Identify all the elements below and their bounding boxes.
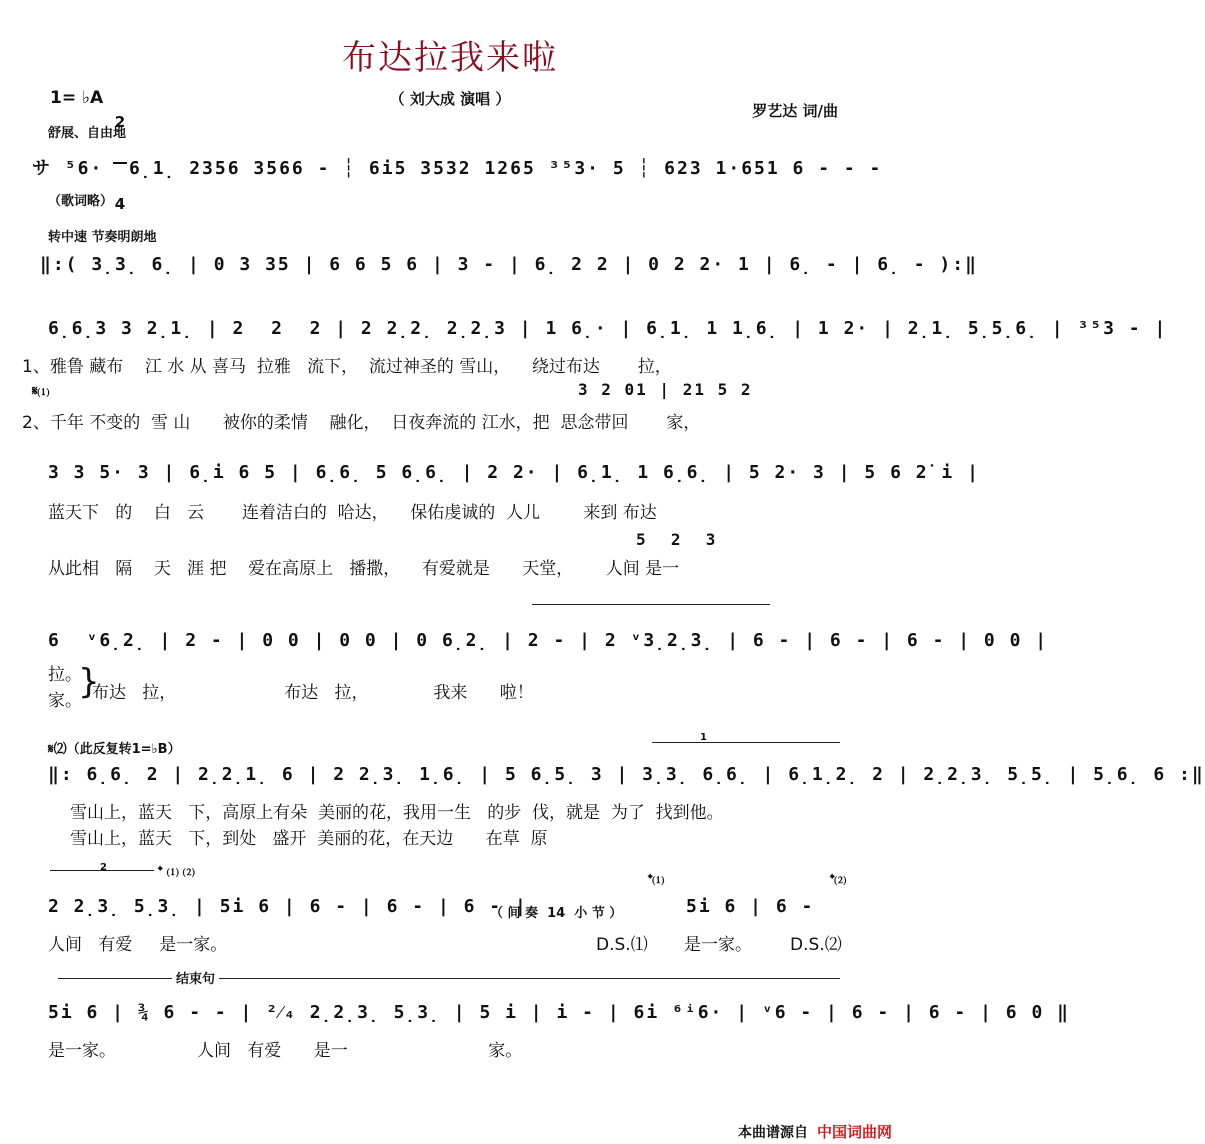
lyric-verse2-line2: 从此相 隔 天 涯 把 爱在高原上 播撒， 有爱就是 天堂， 人间 是一 [48, 559, 680, 579]
score-row-7-coda: 5i 6 | 6 - [686, 896, 815, 917]
coda-1: 𝄌⑴ [648, 872, 664, 887]
key-signature: 1= ♭A [50, 88, 104, 108]
composer-credit: 罗艺达 词/曲 [752, 102, 838, 120]
segno-2: 𝄋⑵（此反复转1=♭B） [48, 742, 181, 757]
ds-1: D.S.⑴ [596, 935, 648, 955]
lyric-verse3-line4: 是一家。 [684, 935, 752, 955]
volta-2-label: 2 [100, 862, 107, 873]
time-signature-top: 2 [114, 113, 126, 131]
brace-symbol: } [78, 662, 100, 702]
volta-1-label: 1 [700, 732, 707, 743]
lyric-verse3-line3: 人间 有爱 是一家。 [48, 935, 228, 955]
score-row-4-variant: 5 2 3 [636, 530, 718, 549]
source-label: 本曲谱源自 [738, 1125, 808, 1141]
lyric-ending-2: 家。 [48, 691, 82, 711]
tempo-middle: 转中速 节奏明朗地 [48, 230, 157, 245]
score-row-1: サ ⁵6· 6̣1̣ 2356 3566 - ┆ 6i5 3532 1265 ³⁵3· 5 ┆ 623 1·651 6 - - - [32, 158, 883, 179]
lyric-verse1-line2: 蓝天下 的 白 云 连着洁白的 哈达， 保佑虔诚的 人儿 来到 布达 [48, 503, 657, 523]
score-row-8: 5i 6 | ¾ 6 - - | ²⁄₄ 2̣2̣3̣ 5̣3̣ | 5 i | i - | 6i ⁶ⁱ6· | ᵛ6 - | 6 - | 6 - | 6 0 ‖ [48, 1002, 1070, 1023]
ending-label: 结束句 [172, 968, 219, 987]
ds-2: D.S.⑵ [790, 935, 842, 955]
lyric-ending-1: 拉。 [48, 665, 82, 685]
lyric-verse3-line2: 雪山上，蓝天 下，到处 盛开 美丽的花，在天边 在草 原 [70, 829, 548, 849]
coda-2: 𝄌⑵ [830, 872, 846, 887]
score-row-5: 6 ᵛ6̣2̣ | 2 - | 0 0 | 0 0 | 0 6̣2̣ | 2 - | 2 ᵛ3̣2̣3̣ | 6 - | 6 - | 6 - | 0 0 | [48, 630, 1049, 651]
interlude-note: （ 间 奏 14 小 节 ） [490, 906, 623, 921]
song-title: 布达拉我来啦 [342, 38, 558, 78]
lyric-chorus: 布达 拉， 布达 拉， 我来 啦！ [92, 683, 534, 703]
lyric-verse1-line1: 1、雅鲁 藏布 江 水 从 喜马 拉雅 流下， 流过神圣的 雪山， 绕过布达 拉， [22, 357, 672, 377]
tempo-intro: 舒展、自由地 [48, 126, 127, 141]
score-row-4: 3 3 5· 3 | 6̣i 6 5 | 6̣6̣ 5 6̣6̣ | 2 2· | 6̣1̣ 1 6̣6̣ | 5 2· 3 | 5 6 2̇ i | [48, 462, 980, 483]
score-row-2: ‖:( 3̣3̣ 6̣ | 0 3 35 | 6 6 5 6 | 3 - | 6̣ 2 2 | 0 2 2· 1 | 6̣ - | 6̣ - ):‖ [40, 254, 978, 275]
score-row-3: 6̣6̣3 3 2̣1̣ | 2 2 2 | 2 2̣2̣ 2̣2̣3 | 1 6̣· | 6̣1̣ 1 1̣6̣ | 1 2· | 2̣1̣ 5̣5̣6̣ | ³⁵3 - | [48, 318, 1168, 339]
time-signature-bottom: 4 [114, 195, 126, 213]
source-site[interactable]: 中国词曲网 [816, 1123, 892, 1141]
lyric-verse2-line1: 2、千年 不变的 雪 山 被你的柔情 融化， 日夜奔流的 江水，把 思念带回 家， [22, 413, 701, 433]
score-row-7: 2 2̣3̣ 5̣3̣ | 5i 6 | 6 - | 6 - | 6 - | [48, 896, 528, 917]
lyric-verse4: 是一家。 人间 有爱 是一 家。 [48, 1041, 523, 1061]
lyric-verse3-line1: 雪山上，蓝天 下，高原上有朵 美丽的花，我用一生 的步 伐，就是 为了 找到他。 [70, 803, 724, 823]
crescendo-line [532, 604, 770, 605]
score-row-3-variant: 3 2 01 | 21 5 2 [578, 380, 753, 399]
segno-1: 𝄋⑴ [32, 384, 50, 399]
lyrics-omitted-note: （歌词略） [48, 194, 114, 209]
volta-1-bracket [652, 742, 840, 743]
performer-line: （ 刘大成 演唱 ） [389, 90, 511, 108]
score-row-6: ‖: 6̣6̣ 2 | 2̣2̣1̣ 6 | 2 2̣3̣ 1̣6̣ | 5 6̣5̣ 3 | 3̣3̣ 6̣6̣ | 6̣1̣2̣ 2 | 2̣2̣3̣ 5̣5̣ | 5̣6̣ 6 :‖ [48, 764, 1205, 785]
coda-label: 𝄌 ⑴ ⑵ [158, 864, 195, 879]
